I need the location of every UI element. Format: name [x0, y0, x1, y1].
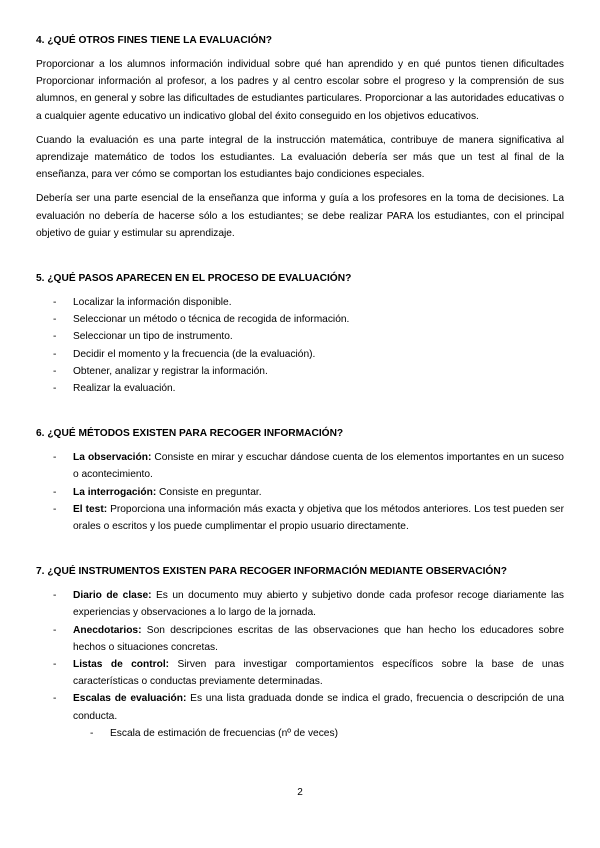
list-item: - Diario de clase: Es un documento muy abierto y subjetivo donde cada profesor recoge diariamente las experiencias y observaciones a lo largo de la jornada. — [53, 590, 564, 619]
section-4-paragraph-2: Cuando la evaluación es una parte integral de la instrucción matemática, contribuye de manera significativa al aprendizaje matemático de todos los estudiantes. La evaluación debería ser más que un test al final de la enseñanza, para ver cómo se comportan los estudiantes bajo condiciones especiales. — [36, 134, 564, 181]
section-4-paragraph-3: Debería ser una parte esencial de la enseñanza que informa y guía a los profesores en la toma de decisiones. La evaluación no debería de hacerse sólo a los estudiantes; se debe realizar PARA los estudiantes, con el principal objetivo de guiar y estimular su aprendizaje. — [36, 193, 564, 239]
list-item: - Realizar la evaluación. — [53, 383, 176, 395]
page-content — [36, 34, 564, 742]
list-item: - Listas de control: Sirven para investigar comportamientos específicos sobre la base de unas características o conductas previamente determinadas. — [53, 659, 564, 688]
list-item: - Obtener, analizar y registrar la información. — [53, 365, 268, 377]
section-4-heading: 4. ¿QUÉ OTROS FINES TIENE LA EVALUACIÓN? — [36, 35, 273, 46]
section-7-list — [36, 587, 564, 725]
list-item: - La observación: Consiste en mirar y escuchar dándose cuenta de los elementos importantes en un suceso o acontecimiento. — [53, 452, 564, 481]
section-4-paragraph-1: Proporcionar a los alumnos información individual sobre qué han aprendido y en qué puntos tienen dificultades Proporcionar información al profesor, a los padres y al centro escolar sobre el progreso y la comprensión de sus alumnos, en general y sobre las dificultades de estudiantes particulares. Proporcionar a las autoridades educativas o a cualquier agente educativo un indicativo global del éxito conseguido en los objetivos educativos. — [36, 59, 564, 122]
section-7-sublist — [36, 725, 564, 742]
list-item: - El test: Proporciona una información más exacta y objetiva que los métodos anteriores. Los test pueden ser orales o escritos y los puede cumplimentar el propio usuario directamente. — [53, 503, 564, 533]
list-item: - Escalas de evaluación: Es una lista graduada donde se indica el grado, frecuencia o descripción de una conducta. — [53, 693, 565, 722]
section-6-heading: 6. ¿QUÉ MÉTODOS EXISTEN PARA RECOGER INFORMACIÓN? — [36, 428, 344, 440]
list-item: - Decidir el momento y la frecuencia (de la evaluación). — [53, 348, 316, 360]
section-7-heading: 7. ¿QUÉ INSTRUMENTOS EXISTEN PARA RECOGER INFORMACIÓN MEDIANTE OBSERVACIÓN? — [36, 566, 507, 578]
section-5-heading: 5. ¿QUÉ PASOS APARECEN EN EL PROCESO DE EVALUACIÓN? — [36, 273, 352, 285]
list-item: - Seleccionar un tipo de instrumento. — [53, 331, 233, 343]
list-item: - Anecdotarios: Son descripciones escritas de las observaciones que han hecho los educadores sobre hechos o situaciones concretas. — [53, 624, 564, 653]
list-item: - Localizar la información disponible. — [53, 297, 232, 309]
list-item: - La interrogación: Consiste en preguntar. — [53, 486, 262, 498]
list-item: - Seleccionar un método o técnica de recogida de información. — [53, 314, 350, 326]
page-number: 2 — [297, 787, 303, 798]
list-item: - Escala de estimación de frecuencias (nº de veces) — [90, 727, 338, 739]
section-6-list — [36, 449, 564, 535]
section-5-list — [36, 294, 564, 397]
